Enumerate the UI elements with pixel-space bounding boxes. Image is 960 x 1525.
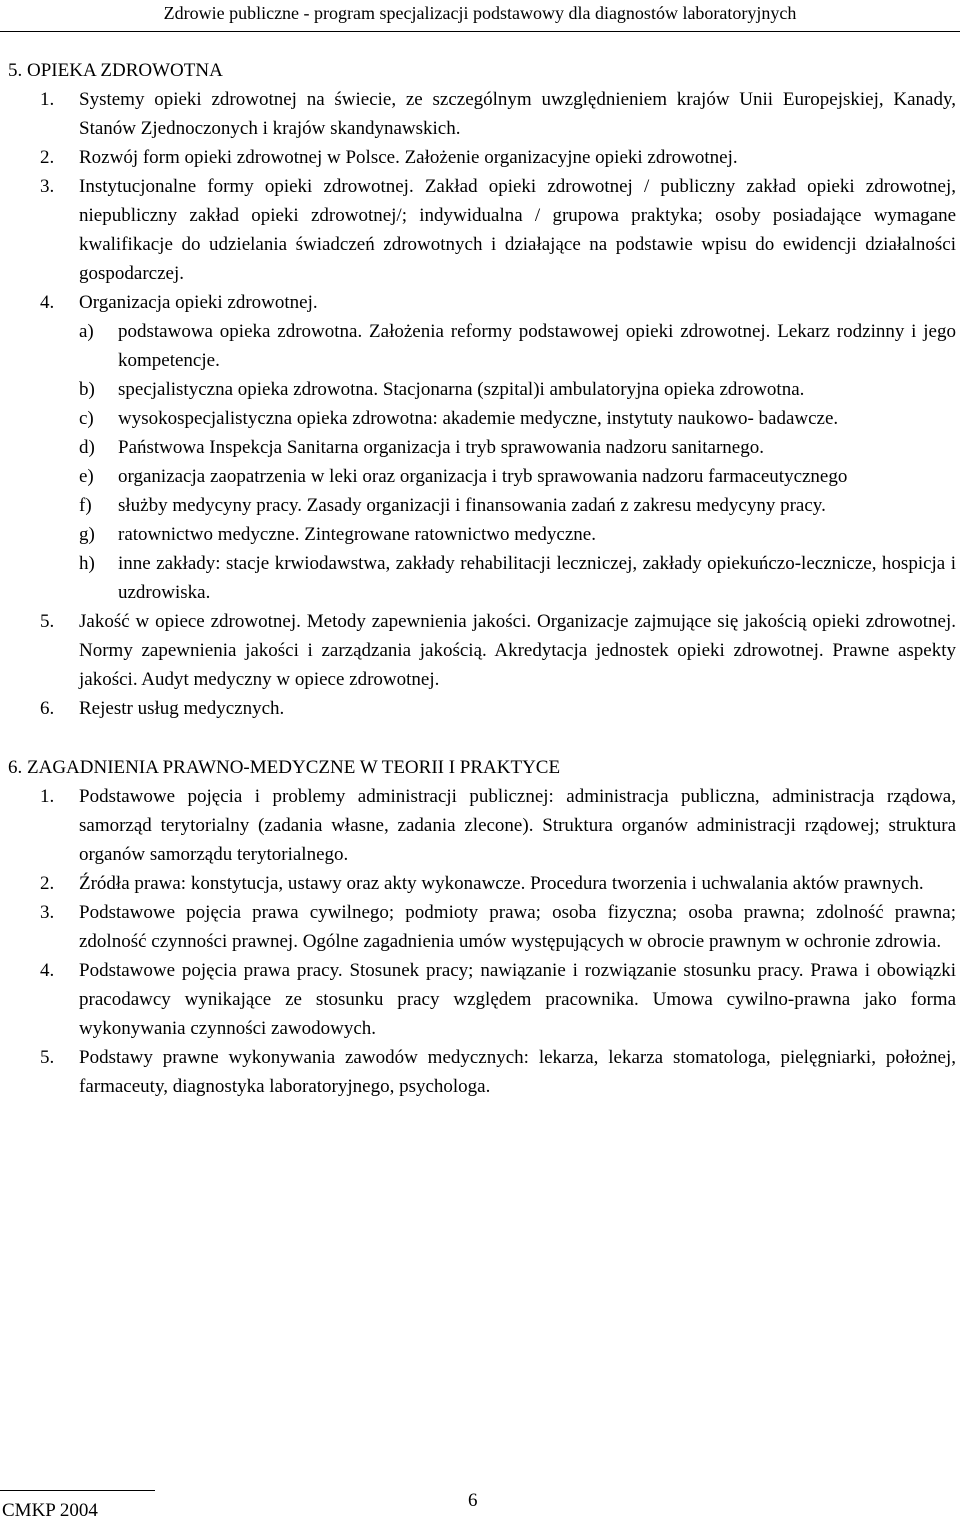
list-item	[8, 607, 956, 694]
sub-list-item	[79, 317, 956, 375]
sub-item-letter: h)	[79, 553, 95, 574]
sub-item-letter: d)	[79, 437, 95, 458]
page-footer	[0, 1490, 960, 1525]
item-text: Rozwój form opieki zdrowotnej w Polsce. Założenie organizacyjne opieki zdrowotnej.	[79, 147, 738, 168]
item-number: 1.	[40, 786, 55, 807]
sub-item-text: specjalistyczna opieka zdrowotna. Stacjonarna (szpital)i ambulatoryjna opieka zdrowotna.	[118, 379, 805, 400]
sub-item-letter: f)	[79, 495, 92, 516]
list-item	[8, 143, 956, 172]
sub-list-item	[79, 462, 956, 491]
sub-item-letter: g)	[79, 524, 95, 545]
sub-item-text: inne zakłady: stacje krwiodawstwa, zakłady rehabilitacji leczniczej, zakłady opiekuńczo-lecznicze, hospicja i uzdrowiska.	[118, 553, 956, 603]
list-item	[8, 85, 956, 143]
item-number: 3.	[40, 176, 55, 197]
item-number: 3.	[40, 902, 55, 923]
page-number: 6	[468, 1490, 478, 1511]
sub-list	[79, 317, 956, 607]
section-title-zagadnienia-prawno-medyczne: 6. ZAGADNIENIA PRAWNO-MEDYCZNE W TEORII I PRAKTYCE	[8, 757, 561, 778]
sub-list-item	[79, 520, 956, 549]
running-header	[0, 0, 960, 32]
sub-item-text: wysokospecjalistyczna opieka zdrowotna: akademie medyczne, instytuty naukowo- badawcze.	[118, 408, 839, 429]
item-number: 6.	[40, 698, 55, 719]
item-number: 5.	[40, 1047, 55, 1068]
document-body	[8, 56, 956, 1101]
sub-list-item	[79, 404, 956, 433]
item-number: 2.	[40, 147, 55, 168]
list-item	[8, 869, 956, 898]
sub-item-letter: b)	[79, 379, 95, 400]
item-text: Podstawowe pojęcia prawa cywilnego; podmioty prawa; osoba fizyczna; osoba prawna; zdolność prawna; zdolność czynności prawnej. Ogólne zagadnienia umów występujących w obrocie prawnym w ochronie zdrowia.	[79, 902, 956, 952]
item-text: Instytucjonalne formy opieki zdrowotnej. Zakład opieki zdrowotnej / publiczny zakład opieki zdrowotnej, niepubliczny zakład opieki zdrowotnej/; indywidualna / grupowa praktyka; osoby posiadające wymagane kwalifikacje do udzielania świadczeń zdrowotnych i działające na podstawie wpisu do ewidencji działalności gospodarczej.	[79, 176, 956, 284]
item-number: 4.	[40, 292, 55, 313]
sub-item-text: podstawowa opieka zdrowotna. Założenia reformy podstawowej opieki zdrowotnej. Lekarz rodzinny i jego kompetencje.	[118, 321, 956, 371]
item-text: Rejestr usług medycznych.	[79, 698, 285, 719]
item-text: Jakość w opiece zdrowotnej. Metody zapewnienia jakości. Organizacje zajmujące się jakością opieki zdrowotnej. Normy zapewnienia jakości i zarządzania jakością. Akredytacja jednostek opieki zdrowotnej. Prawne aspekty jakości. Audyt medyczny w opiece zdrowotnej.	[79, 611, 956, 690]
sub-item-text: Państwowa Inspekcja Sanitarna organizacja i tryb sprawowania nadzoru sanitarnego.	[118, 437, 764, 458]
sub-list-item	[79, 549, 956, 607]
sub-item-letter: c)	[79, 408, 94, 429]
item-text: Organizacja opieki zdrowotnej.	[79, 292, 318, 313]
section-title-opieka-zdrowotna: 5. OPIEKA ZDROWOTNA	[8, 60, 223, 81]
sub-list-item	[79, 375, 956, 404]
item-number: 1.	[40, 89, 55, 110]
running-title: Zdrowie publiczne - program specjalizacji podstawowy dla diagnostów laboratoryjnych	[163, 3, 797, 23]
item-number: 5.	[40, 611, 55, 632]
list-item	[8, 288, 956, 607]
list-item	[8, 956, 956, 1043]
list-item	[8, 898, 956, 956]
item-number: 2.	[40, 873, 55, 894]
sub-item-letter: a)	[79, 321, 94, 342]
list-item	[8, 694, 956, 723]
item-text: Podstawowe pojęcia prawa pracy. Stosunek pracy; nawiązanie i rozwiązanie stosunku pracy. Prawa i obowiązki pracodawcy wynikające ze stosunku pracy względem pracownika. Umowa cywilno-prawna jako forma wykonywania czynności zawodowych.	[79, 960, 956, 1039]
sub-item-text: ratownictwo medyczne. Zintegrowane ratownictwo medyczne.	[118, 524, 596, 545]
section-5-list	[8, 85, 956, 723]
sub-list-item	[79, 433, 956, 462]
footer-organization: CMKP 2004	[2, 1500, 98, 1521]
sub-item-letter: e)	[79, 466, 94, 487]
sub-list-item	[79, 491, 956, 520]
list-item	[8, 782, 956, 869]
sub-item-text: organizacja zaopatrzenia w leki oraz organizacja i tryb sprawowania nadzoru farmaceutycznego	[118, 466, 848, 487]
item-text: Systemy opieki zdrowotnej na świecie, ze szczególnym uwzględnieniem krajów Unii Europejskiej, Kanady, Stanów Zjednoczonych i krajów skandynawskich.	[79, 89, 956, 139]
list-item	[8, 172, 956, 288]
section-6-list	[8, 782, 956, 1101]
item-text: Podstawowe pojęcia i problemy administracji publicznej: administracja publiczna, administracja rządowa, samorząd terytorialny (zadania własne, zadania zlecone). Struktura organów administracji rządowej; struktura organów samorządu terytorialnego.	[79, 786, 956, 865]
list-item	[8, 1043, 956, 1101]
footer-rule	[0, 1490, 155, 1491]
item-number: 4.	[40, 960, 55, 981]
item-text: Źródła prawa: konstytucja, ustawy oraz akty wykonawcze. Procedura tworzenia i uchwalania aktów prawnych.	[79, 873, 924, 894]
item-text: Podstawy prawne wykonywania zawodów medycznych: lekarza, lekarza stomatologa, pielęgniarki, położnej, farmaceuty, diagnostyka laboratoryjnego, psychologa.	[79, 1047, 956, 1097]
sub-item-text: służby medycyny pracy. Zasady organizacji i finansowania zadań z zakresu medycyny pracy.	[118, 495, 826, 516]
